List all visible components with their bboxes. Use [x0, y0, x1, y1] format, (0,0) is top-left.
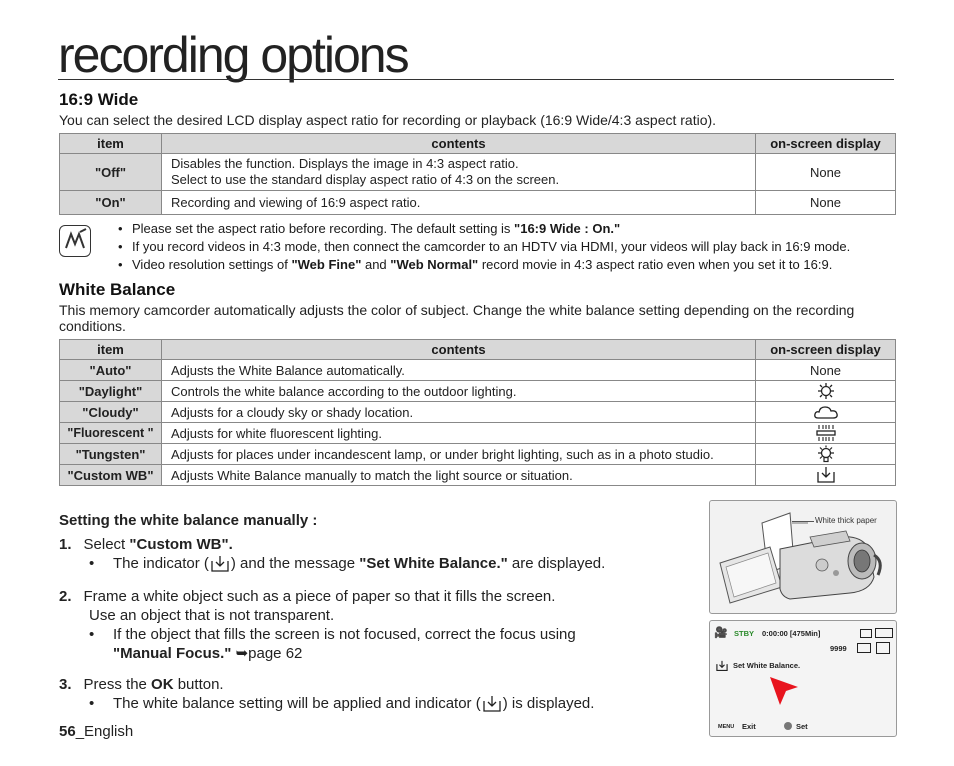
row-contents-line2: Select to use the standard display aspect ratio of 4:3 on the screen. [171, 172, 560, 187]
step-text: button. [173, 676, 224, 694]
table-row [60, 444, 896, 465]
step-text: ) is displayed. [502, 695, 595, 713]
step-3 [59, 675, 699, 694]
step-text: Press the [83, 676, 152, 694]
row-display: None [756, 191, 896, 215]
table-header-row [60, 134, 896, 154]
table-row [60, 360, 896, 381]
steps-list [59, 535, 699, 713]
lcd-screen-illustration [709, 620, 897, 737]
row-display [756, 465, 896, 486]
custom-wb-icon [481, 695, 503, 713]
note-text: Video resolution settings of [132, 257, 292, 272]
wb-heading: White Balance [59, 280, 176, 299]
table-row [60, 191, 896, 215]
header-item: item [60, 134, 162, 154]
wide-intro: You can select the desired LCD display aspect ratio for recording or playback (16:9 Wide/4:3 aspect ratio). [59, 112, 717, 128]
step-number: 2. [59, 588, 72, 606]
page-number: 56 [59, 723, 76, 740]
page-footer [59, 723, 133, 740]
sun-icon [815, 382, 837, 400]
step-text: The indicator ( [113, 555, 209, 572]
row-item: "Daylight" [60, 381, 162, 402]
note-bold: "Web Normal" [390, 257, 479, 272]
step-1-sub [89, 554, 699, 573]
note-text: and [361, 257, 391, 272]
set-label: Set [796, 722, 808, 731]
row-item: "Cloudy" [60, 402, 162, 423]
note-item [118, 256, 908, 274]
pointer-arrow-icon [766, 673, 800, 707]
header-contents: contents [162, 134, 756, 154]
step-text: If the object that fills the screen is not focused, correct the focus using [113, 626, 576, 644]
row-item: "Custom WB" [60, 465, 162, 486]
title-divider [58, 79, 894, 80]
row-contents-line1: Disables the function. Displays the image in 4:3 aspect ratio. [171, 156, 519, 171]
step-text: are displayed. [507, 555, 606, 572]
grid-icon [876, 642, 890, 654]
step-text: Select [83, 536, 130, 553]
note-text: Please set the aspect ratio before recording. The default setting is [132, 221, 515, 236]
step-text: The white balance setting will be applied and indicator ( [113, 695, 481, 713]
custom-wb-icon [815, 466, 837, 484]
note-icon [59, 225, 91, 257]
wide-table [59, 133, 896, 215]
table-header-row [60, 340, 896, 360]
custom-wb-icon [209, 555, 231, 573]
ok-button-icon [784, 722, 792, 730]
row-display: None [756, 360, 896, 381]
quality-icon [857, 643, 871, 653]
wb-intro: This memory camcorder automatically adjusts the color of subject. Change the white balance setting depending on the recording conditions. [59, 302, 855, 334]
fluorescent-icon [814, 424, 838, 442]
custom-wb-icon [715, 659, 729, 677]
manual-heading: Setting the white balance manually : [59, 512, 318, 529]
step-bold: "Set White Balance." [359, 555, 508, 572]
callout-line [792, 521, 814, 522]
storage-icon [860, 629, 872, 638]
header-display: on-screen display [756, 340, 896, 360]
step-bold: "Manual Focus." [113, 645, 232, 663]
row-display [756, 381, 896, 402]
step-2-sub [89, 625, 699, 663]
step-3-sub [89, 694, 699, 713]
row-display [756, 402, 896, 423]
row-item: "Fluorescent " [60, 423, 162, 444]
table-row [60, 154, 896, 191]
note-item [118, 220, 908, 238]
menu-label: MENU [718, 724, 735, 730]
step-bold: "Custom WB". [129, 536, 233, 553]
row-contents: Adjusts for a cloudy sky or shady location. [162, 402, 756, 423]
row-contents [162, 154, 756, 191]
exit-label: Exit [742, 722, 756, 731]
row-contents: Recording and viewing of 16:9 aspect ratio. [162, 191, 756, 215]
bulb-icon [815, 445, 837, 463]
language-label: _English [75, 723, 134, 740]
step-text: ) and the message [230, 555, 360, 572]
camcorder-illustration [709, 500, 897, 614]
step-number: 3. [59, 676, 72, 694]
page-ref[interactable]: page 62 [248, 645, 303, 663]
row-item: "On" [60, 191, 162, 215]
step-2 [59, 587, 699, 606]
note-bold: "Web Fine" [291, 257, 362, 272]
table-row [60, 402, 896, 423]
header-contents: contents [162, 340, 756, 360]
row-contents: Adjusts for white fluorescent lighting. [162, 423, 756, 444]
recording-time: 0:00:00 [475Min] [762, 629, 821, 638]
table-row [60, 423, 896, 444]
photo-count: 9999 [830, 644, 847, 653]
set-white-balance-message: Set White Balance. [733, 661, 801, 670]
table-row [60, 465, 896, 486]
row-display [756, 423, 896, 444]
note-item: • If you record videos in 4:3 mode, then connect the camcorder to an HDTV via HDMI, your videos will play back in 16:9 mode. [118, 238, 908, 256]
wide-heading: 16:9 Wide [59, 90, 139, 109]
table-row [60, 381, 896, 402]
wb-table [59, 339, 896, 486]
step-number: 1. [59, 536, 72, 553]
step-text: Frame a white object such as a piece of paper so that it fills the screen. [83, 588, 556, 606]
page-title: recording options [58, 27, 408, 83]
step-bold: OK [151, 676, 174, 694]
row-contents: Adjusts the White Balance automatically. [162, 360, 756, 381]
cloud-icon [813, 403, 839, 421]
row-item: "Auto" [60, 360, 162, 381]
row-contents: Adjusts for places under incandescent lamp, or under bright lighting, such as in a photo studio. [162, 444, 756, 465]
paper-label: White thick paper [815, 516, 877, 525]
note-text: record movie in 4:3 aspect ratio even when you set it to 16:9. [478, 257, 833, 272]
step-1 [59, 535, 699, 554]
page-ref-arrow-icon: ➥ [235, 645, 249, 663]
row-contents: Adjusts White Balance manually to match the light source or situation. [162, 465, 756, 486]
camera-mode-icon: 🎥 [714, 627, 728, 639]
row-display: None [756, 154, 896, 191]
step-2-line2: Use an object that is not transparent. [89, 607, 335, 625]
note-bold: "16:9 Wide : On." [514, 221, 621, 236]
stby-label: STBY [734, 629, 755, 638]
row-contents: Controls the white balance according to the outdoor lighting. [162, 381, 756, 402]
row-display [756, 444, 896, 465]
battery-icon [875, 628, 893, 638]
row-item: "Off" [60, 154, 162, 191]
notes-list [118, 220, 908, 274]
header-item: item [60, 340, 162, 360]
row-item: "Tungsten" [60, 444, 162, 465]
header-display: on-screen display [756, 134, 896, 154]
